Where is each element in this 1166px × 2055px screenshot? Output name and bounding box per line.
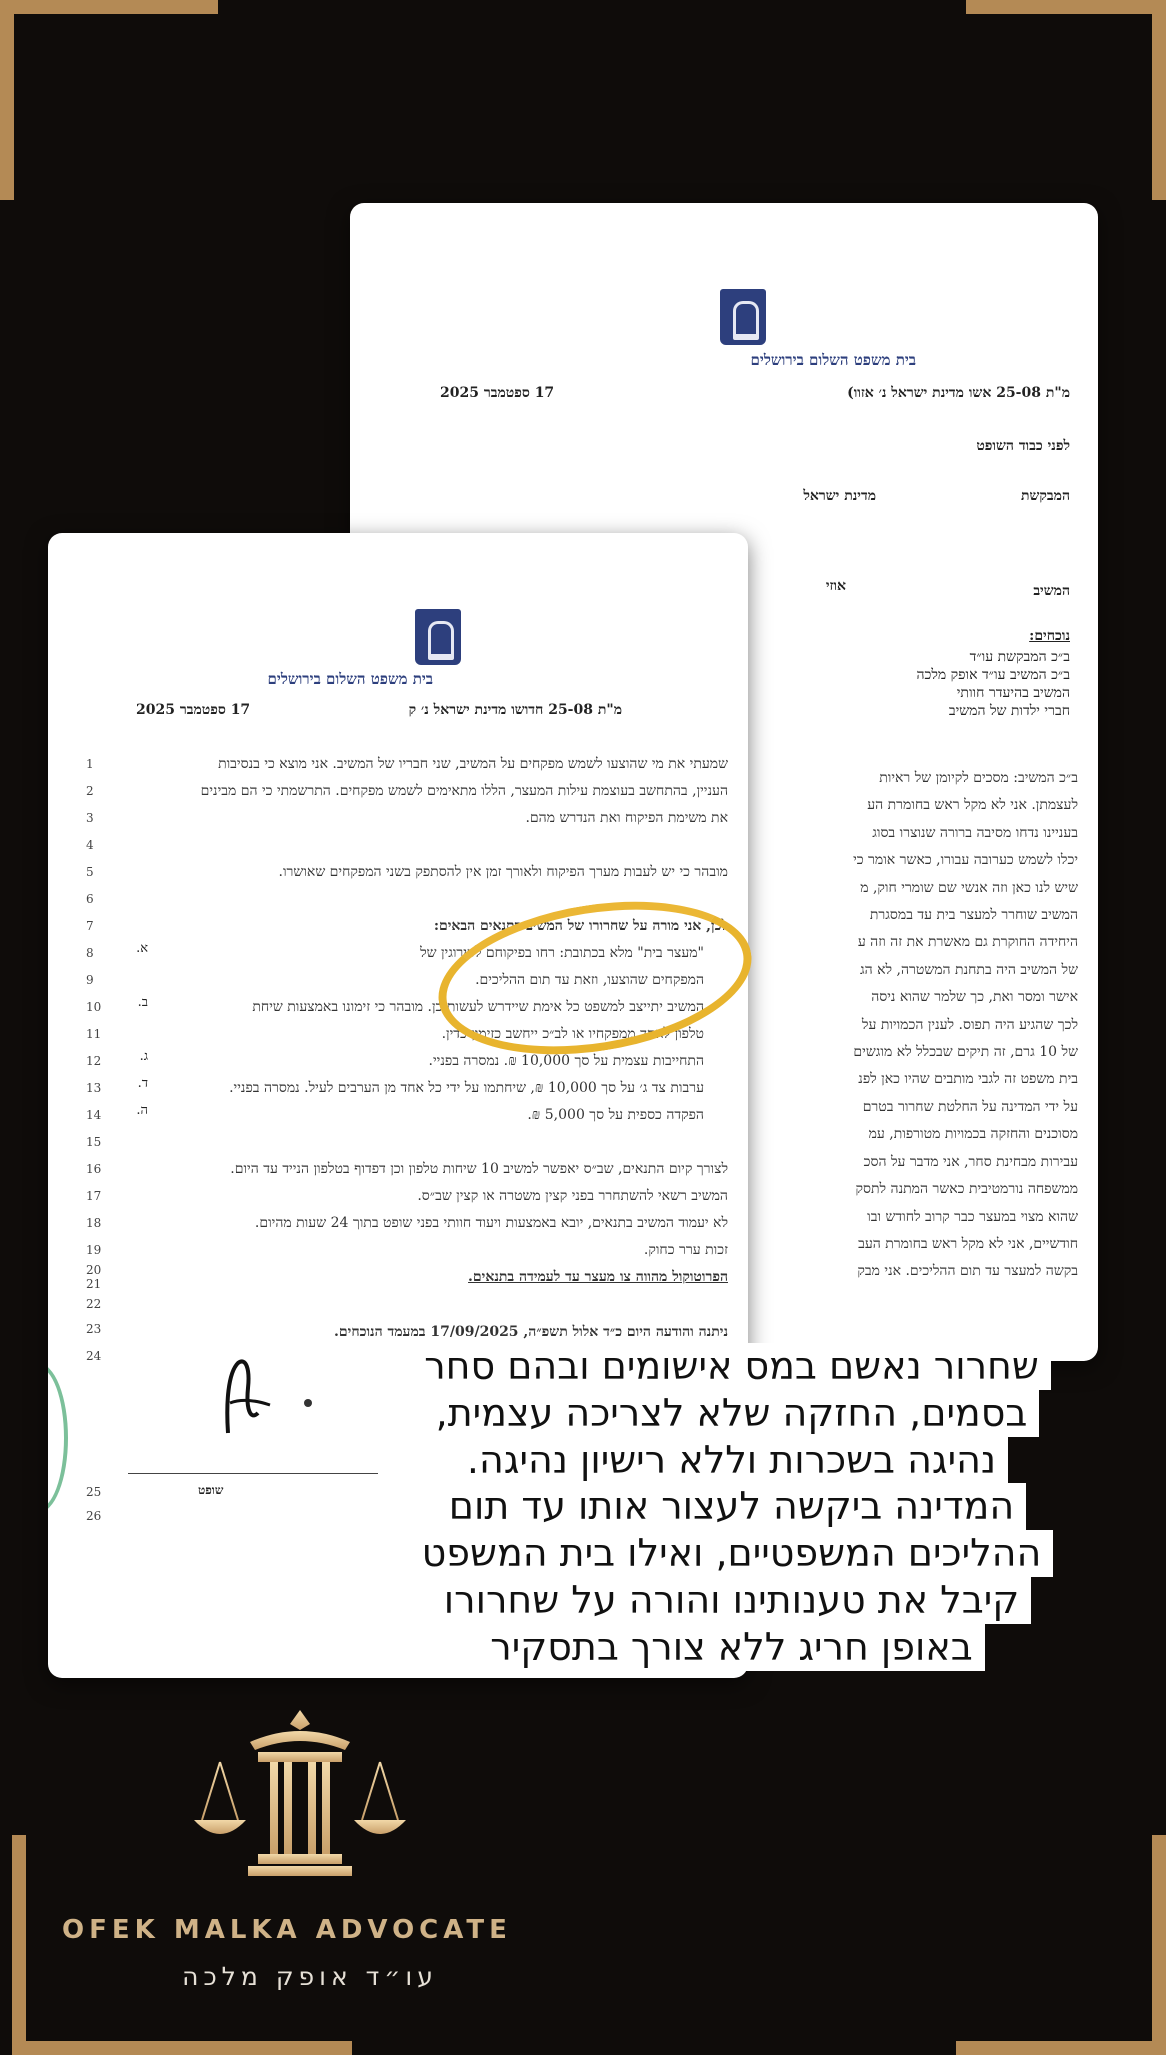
judge-title: שופט: [198, 1483, 224, 1497]
caption-line: ההליכים המשפטיים, ואילו בית המשפט: [410, 1530, 1054, 1577]
stamp-icon: [48, 1363, 68, 1513]
defense-argument-text: ב״כ המשיב: מסכים לקיומן של ראיות לעצמתן. אני לא מקל ראש בחומרת הע בעניינו נדחו מסיבה ברורה שנוצרו בסוג יכלו לשמש כערובה עבורו, כאשר אומר כי שיש לנו כאן וזה אנשי שם שומרי חוק, מ המשיב שוחרר למעצר בית עד במסגרת היחידה החוקרת גם מאשרת את זה וזה ע של המשיב היה בתחנת המשטרה, לא הג אישר ומסר ואת, כך שלמר שהוא ניסה לכך שהגיע היה תפוס. לענין הכמויות על של 10 גרם, זה תיקים שבכלל לא מוגשים בית משפט זה לגבי מותבים שהיו כאן לפנ על ידי המדינה על החלטת שחרור בטרם מסוכנים והחזקה בכמויות מטורפות, עמ עבירות מבחינת סחר, אני מדבר על הסכ ממשפחה נורמטיבית כאשר המתנה לתסק שהוא מצוי במעצר כבר קרוב לחודש ובו חודשיים, אני לא מקל ראש בחומרת העב בקשה למעצר עד תום ההליכים. אני מבק: [853, 770, 1078, 1280]
case-reference: מ"ת 25-08 אשו מדינת ישראל נ׳ אזוו): [847, 385, 1070, 401]
list-marker: א.: [136, 941, 148, 956]
respondent-name: אוזי: [825, 578, 846, 594]
petitioner-name: מדינת ישראל: [803, 488, 876, 504]
state-emblem-icon: [415, 609, 461, 665]
caption-line: באופן חריג ללא צורך בתסקיר: [478, 1624, 984, 1671]
present-line: ב״כ המשיב עו״ד אופק מלכה: [916, 667, 1070, 683]
present-label: נוכחים:: [1029, 628, 1070, 644]
caption-line: קיבל את טענותינו והורה על שחרורו: [432, 1577, 1031, 1624]
conditions-heading: לכן, אני מורה על שחרורו של המשיב בתנאים הבאים:: [433, 918, 728, 934]
list-marker: ה.: [136, 1103, 148, 1118]
line-numbers: 1 2 3 4 5 6 7 8 9 10 11 12 13 14 15 16 17 18 19 20 21 22 23 24 25 26: [86, 757, 102, 1523]
caption-line: נהיגה בשכרות וללא רישיון נהיגה.: [455, 1437, 1008, 1484]
caption-line: שחרור נאשם במס אישומים ובהם סחר: [412, 1343, 1051, 1390]
state-emblem-icon: [720, 289, 766, 345]
gold-corner-top-right: [966, 0, 1166, 200]
signature-line: [128, 1473, 378, 1474]
brand-name-english: OFEK MALKA ADVOCATE: [62, 1915, 512, 1945]
list-marker: ב.: [137, 995, 148, 1010]
present-line: חברי ילדות של המשיב: [948, 703, 1070, 719]
caption-line: בסמים, החזקה שלא לצריכה עצמית,: [424, 1390, 1040, 1437]
court-name: בית משפט השלום בירושלים: [750, 351, 916, 369]
respondent-label: המשיב: [1033, 583, 1070, 599]
gold-corner-top-left: [0, 0, 218, 200]
court-name: בית משפט השלום בירושלים: [267, 670, 433, 688]
caption-line: המדינה ביקשה לעצור אותו עד תום: [437, 1483, 1026, 1530]
gold-corner-bottom-right: [956, 1835, 1166, 2055]
judge-line: לפני כבוד השופט: [976, 438, 1070, 454]
list-marker: ד.: [137, 1076, 148, 1091]
brand-name-hebrew: עו״ד אופק מלכה: [182, 1962, 438, 1991]
present-line: ב״כ המבקשת עו״ד: [969, 649, 1070, 665]
case-reference: מ"ת 25-08 חדושו מדינת ישראל נ׳ ק: [408, 702, 622, 718]
decision-text: שמעתי את מי שהוצעו לשמש מפקחים על המשיב, שני חבריו של המשיב. אני מוצא כי בנסיבות העניין, בהתחשב בעוצמת עילות המעצר, הללו מתאימים לשמש מפקחים. התרשמתי כי הם מבינים את משימת הפיקוח ואת הנדרש מהם. מובהר כי יש לעבות מערך הפיקוח ולאורך זמן אין להסתפק בשני המפקחים שאושרו. לכן, אני מורה על שחרורו של המשיב בתנאים הבאים: "מעצר בית" מלא בכתובת: רחו בפיקוחם לסירוגין של המפקחים שהוצעו, וזאת עד תום ההליכים. המשיב יתייצב למשפט כל אימת שיידרש לעשות כן. מובהר כי זימונו באמצעות שיחת טלפון לאחד ממפקחיו או לב״כ ייחשב כזימון כדין. התחייבות עצמית על סך 10,000 ₪. נמסרה בפניי. ערבות צד ג׳ על סך 10,000 ₪, שיחתמו על ידי כל אחד מן הערבים לעיל. נמסרה בפניי. הפקדה כספית על סך 5,000 ₪. לצורך קיום התנאים, שב״ס יאפשר למשיב 10 שיחות טלפון וכן דפדוף בטלפון הנייד עד היום. המשיב רשאי להשתחרר בפני קצין משטרה או קצין שב״ס. לא יעמוד המשיב בתנאים, יובא באמצעות ויעוד חוותי בפני שופט בתוך 24 שעות מהיום. זכות ערר כחוק. הפרוטוקול מהווה צו מעצר עד לעמידה בתנאים. ניתנה והודעה היום כ״ד אלול תשפ״ה, 17/09/2025 במעמד הנוכחים.: [128, 751, 728, 1346]
caption-overlay: [359, 1343, 1104, 1671]
decision-date: 17 ספטמבר 2025: [136, 702, 251, 718]
petitioner-label: המבקשת: [1020, 488, 1070, 504]
hearing-date: 17 ספטמבר 2025: [440, 385, 555, 401]
scales-of-justice-icon: [180, 1700, 420, 1890]
list-marker: ג.: [139, 1049, 148, 1064]
judge-signature-icon: [198, 1343, 318, 1443]
present-line: המשיב בהיעדר חוותי: [956, 685, 1070, 701]
